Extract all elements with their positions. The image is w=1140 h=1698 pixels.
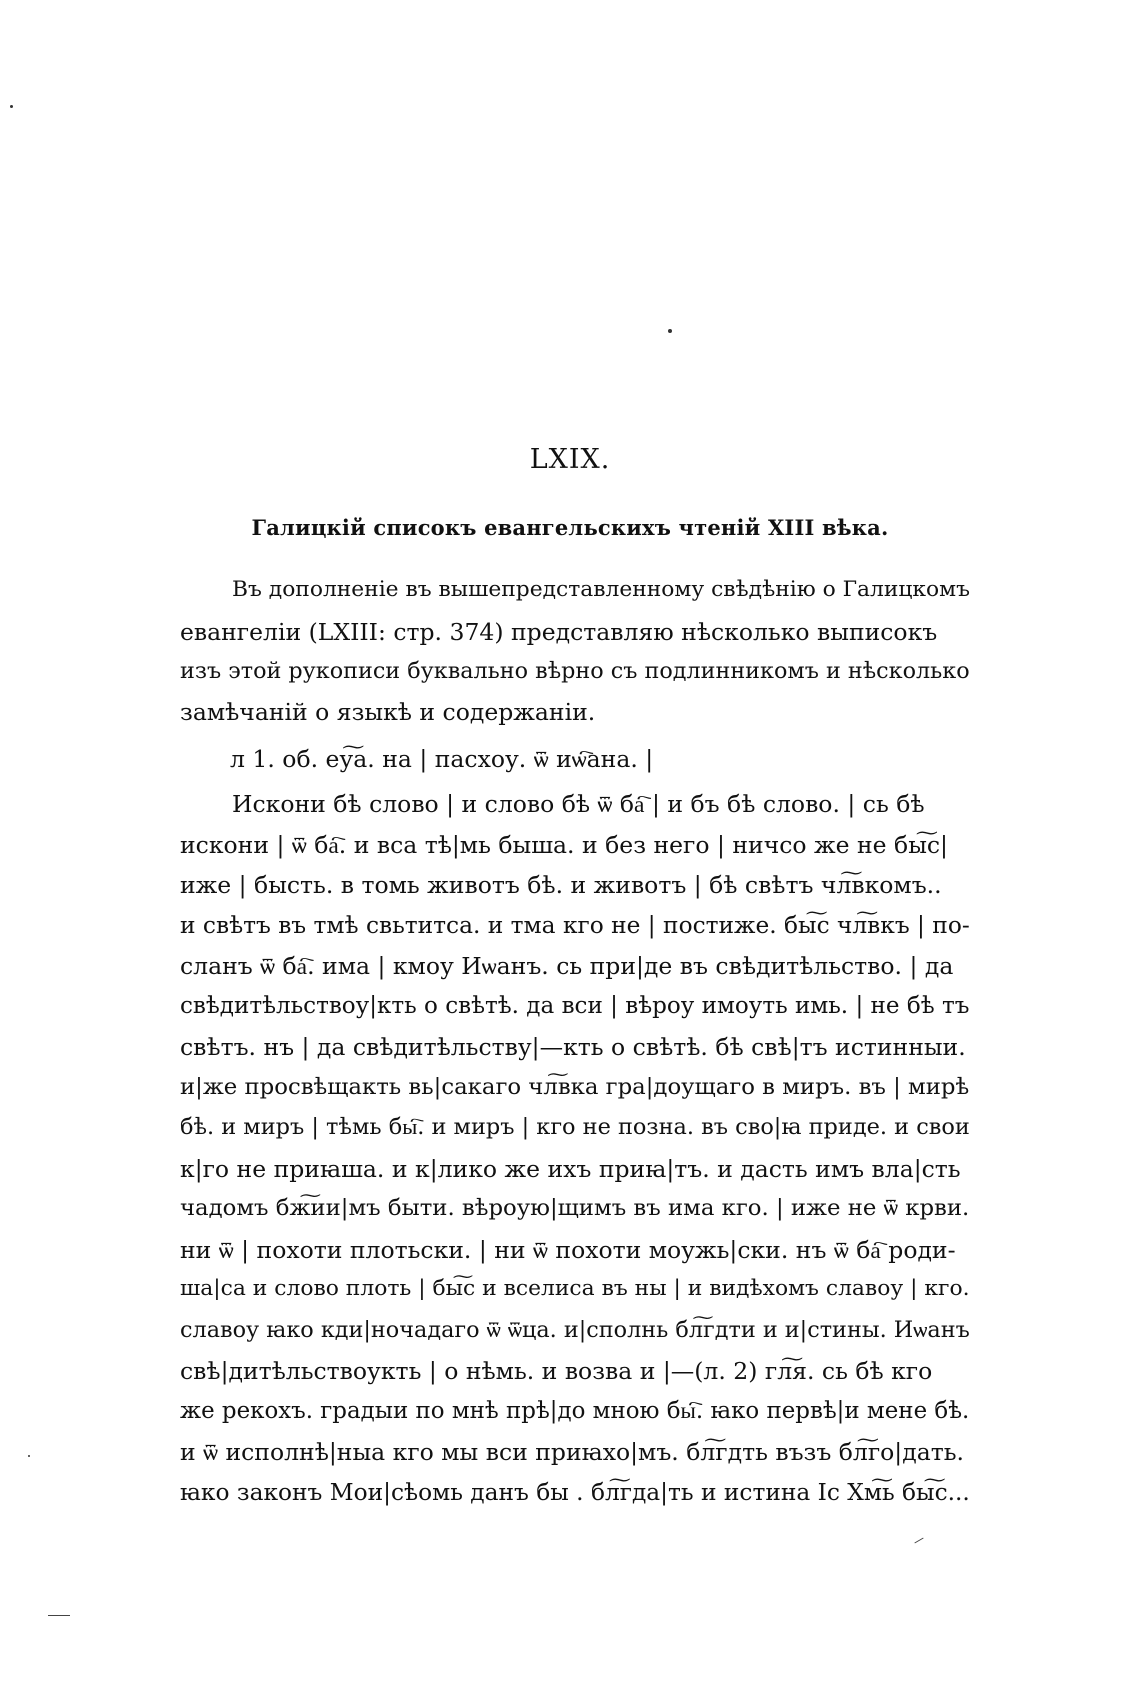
text-line: бѣ. и миръ | тѣмь бы҇. и миръ | кго не позна. въ сво|ꙗ приде. и свои	[180, 1114, 970, 1140]
margin-mark	[48, 1615, 70, 1616]
text-line: свѣ|дитѣльствоукть | о нѣмь. и возва и |—(л. 2) гл͠я. сь бѣ кго	[180, 1357, 933, 1385]
text-line: ꙗко законъ Мои|сѣомь данъ бы . бл͠гда|ть и истина Іс Хм͠ь бы͠с...	[180, 1479, 970, 1506]
text-line: и|же просвѣщакть вь|сакаго чл͠вка гра|доущаго в миръ. въ | мирѣ	[180, 1074, 970, 1100]
intro-line: изъ этой рукописи буквально вѣрно съ подлинникомъ и нѣсколько	[180, 658, 970, 684]
margin-speck	[10, 105, 13, 108]
text-line: Искони бѣ слово | и слово бѣ ѿ ба҇ | и бъ бѣ слово. | сь бѣ	[232, 790, 925, 818]
text-line: славоу ꙗко кди|ночадаго ѿ ѿца. и|сполнь бл͠гдти и и|стины. Иѡанъ	[180, 1317, 970, 1343]
folio-reference: л 1. об. еу͠а. на | пасхоу. ѿ иѡ҇ана. |	[230, 745, 654, 773]
text-line: же рекохъ. градыи по мнѣ прѣ|до мною бы҇. ꙗко первѣ|и мене бѣ.	[180, 1398, 970, 1424]
text-line: свѣдитѣльствоу|кть о свѣтѣ. да вси | вѣроу имоуть имь. | не бѣ тъ	[180, 993, 970, 1019]
text-line: и ѿ исполнѣ|ныа кго мы вси приꙗхо|мъ. бл͠гдть възъ бл͠го|дать.	[180, 1438, 964, 1466]
text-line: сланъ ѿ ба҇. има | кмоу Иѡанъ. сь при|де въ свѣдитѣльство. | да	[180, 952, 954, 980]
text-line: ни ѿ | похоти плотьски. | ни ѿ похоти моужь|ски. нъ ѿ ба҇ роди-	[180, 1236, 956, 1264]
intro-line: Въ дополненіе въ вышепредставленному свѣдѣнію о Галицкомъ	[232, 577, 970, 602]
margin-speck	[668, 329, 672, 333]
text-line: и свѣтъ въ тмѣ свьтитса. и тма кго не | постиже. бы͠с чл͠вкъ | по-	[180, 912, 970, 939]
intro-line: замѣчаній о языкѣ и содержаніи.	[180, 698, 596, 726]
text-line: иже | бысть. в томь животъ бѣ. и животъ | бѣ свѣтъ чл͠вкомъ..	[180, 871, 942, 899]
section-number: LXIX.	[529, 444, 611, 475]
text-line: искони | ѿ ба҇. и вса тѣ|мь быша. и без него | ничсо же не бы͠с|	[180, 831, 948, 859]
section-title: Галицкій списокъ евангельскихъ чтеній XIII вѣка.	[251, 515, 889, 540]
intro-line: евангеліи (LXIII: стр. 374) представляю нѣсколько выписокъ	[180, 618, 938, 646]
text-line: свѣтъ. нъ | да свѣдитѣльству|—кть о свѣтѣ. бѣ свѣ|тъ истинныи.	[180, 1033, 966, 1061]
text-line: ша|са и слово плоть | бы͠с и вселиса въ ны | и видѣхомъ славоу | кго.	[180, 1276, 970, 1301]
margin-speck	[28, 1455, 30, 1457]
text-line: к|го не приꙗша. и к|лико же ихъ приꙗ|тъ. и дасть имъ вла|сть	[180, 1155, 961, 1183]
text-line: чадомъ бж͠ии|мъ быти. вѣроую|щимъ въ има кго. | иже не ѿ крви.	[180, 1195, 970, 1221]
margin-mark	[914, 1538, 923, 1544]
